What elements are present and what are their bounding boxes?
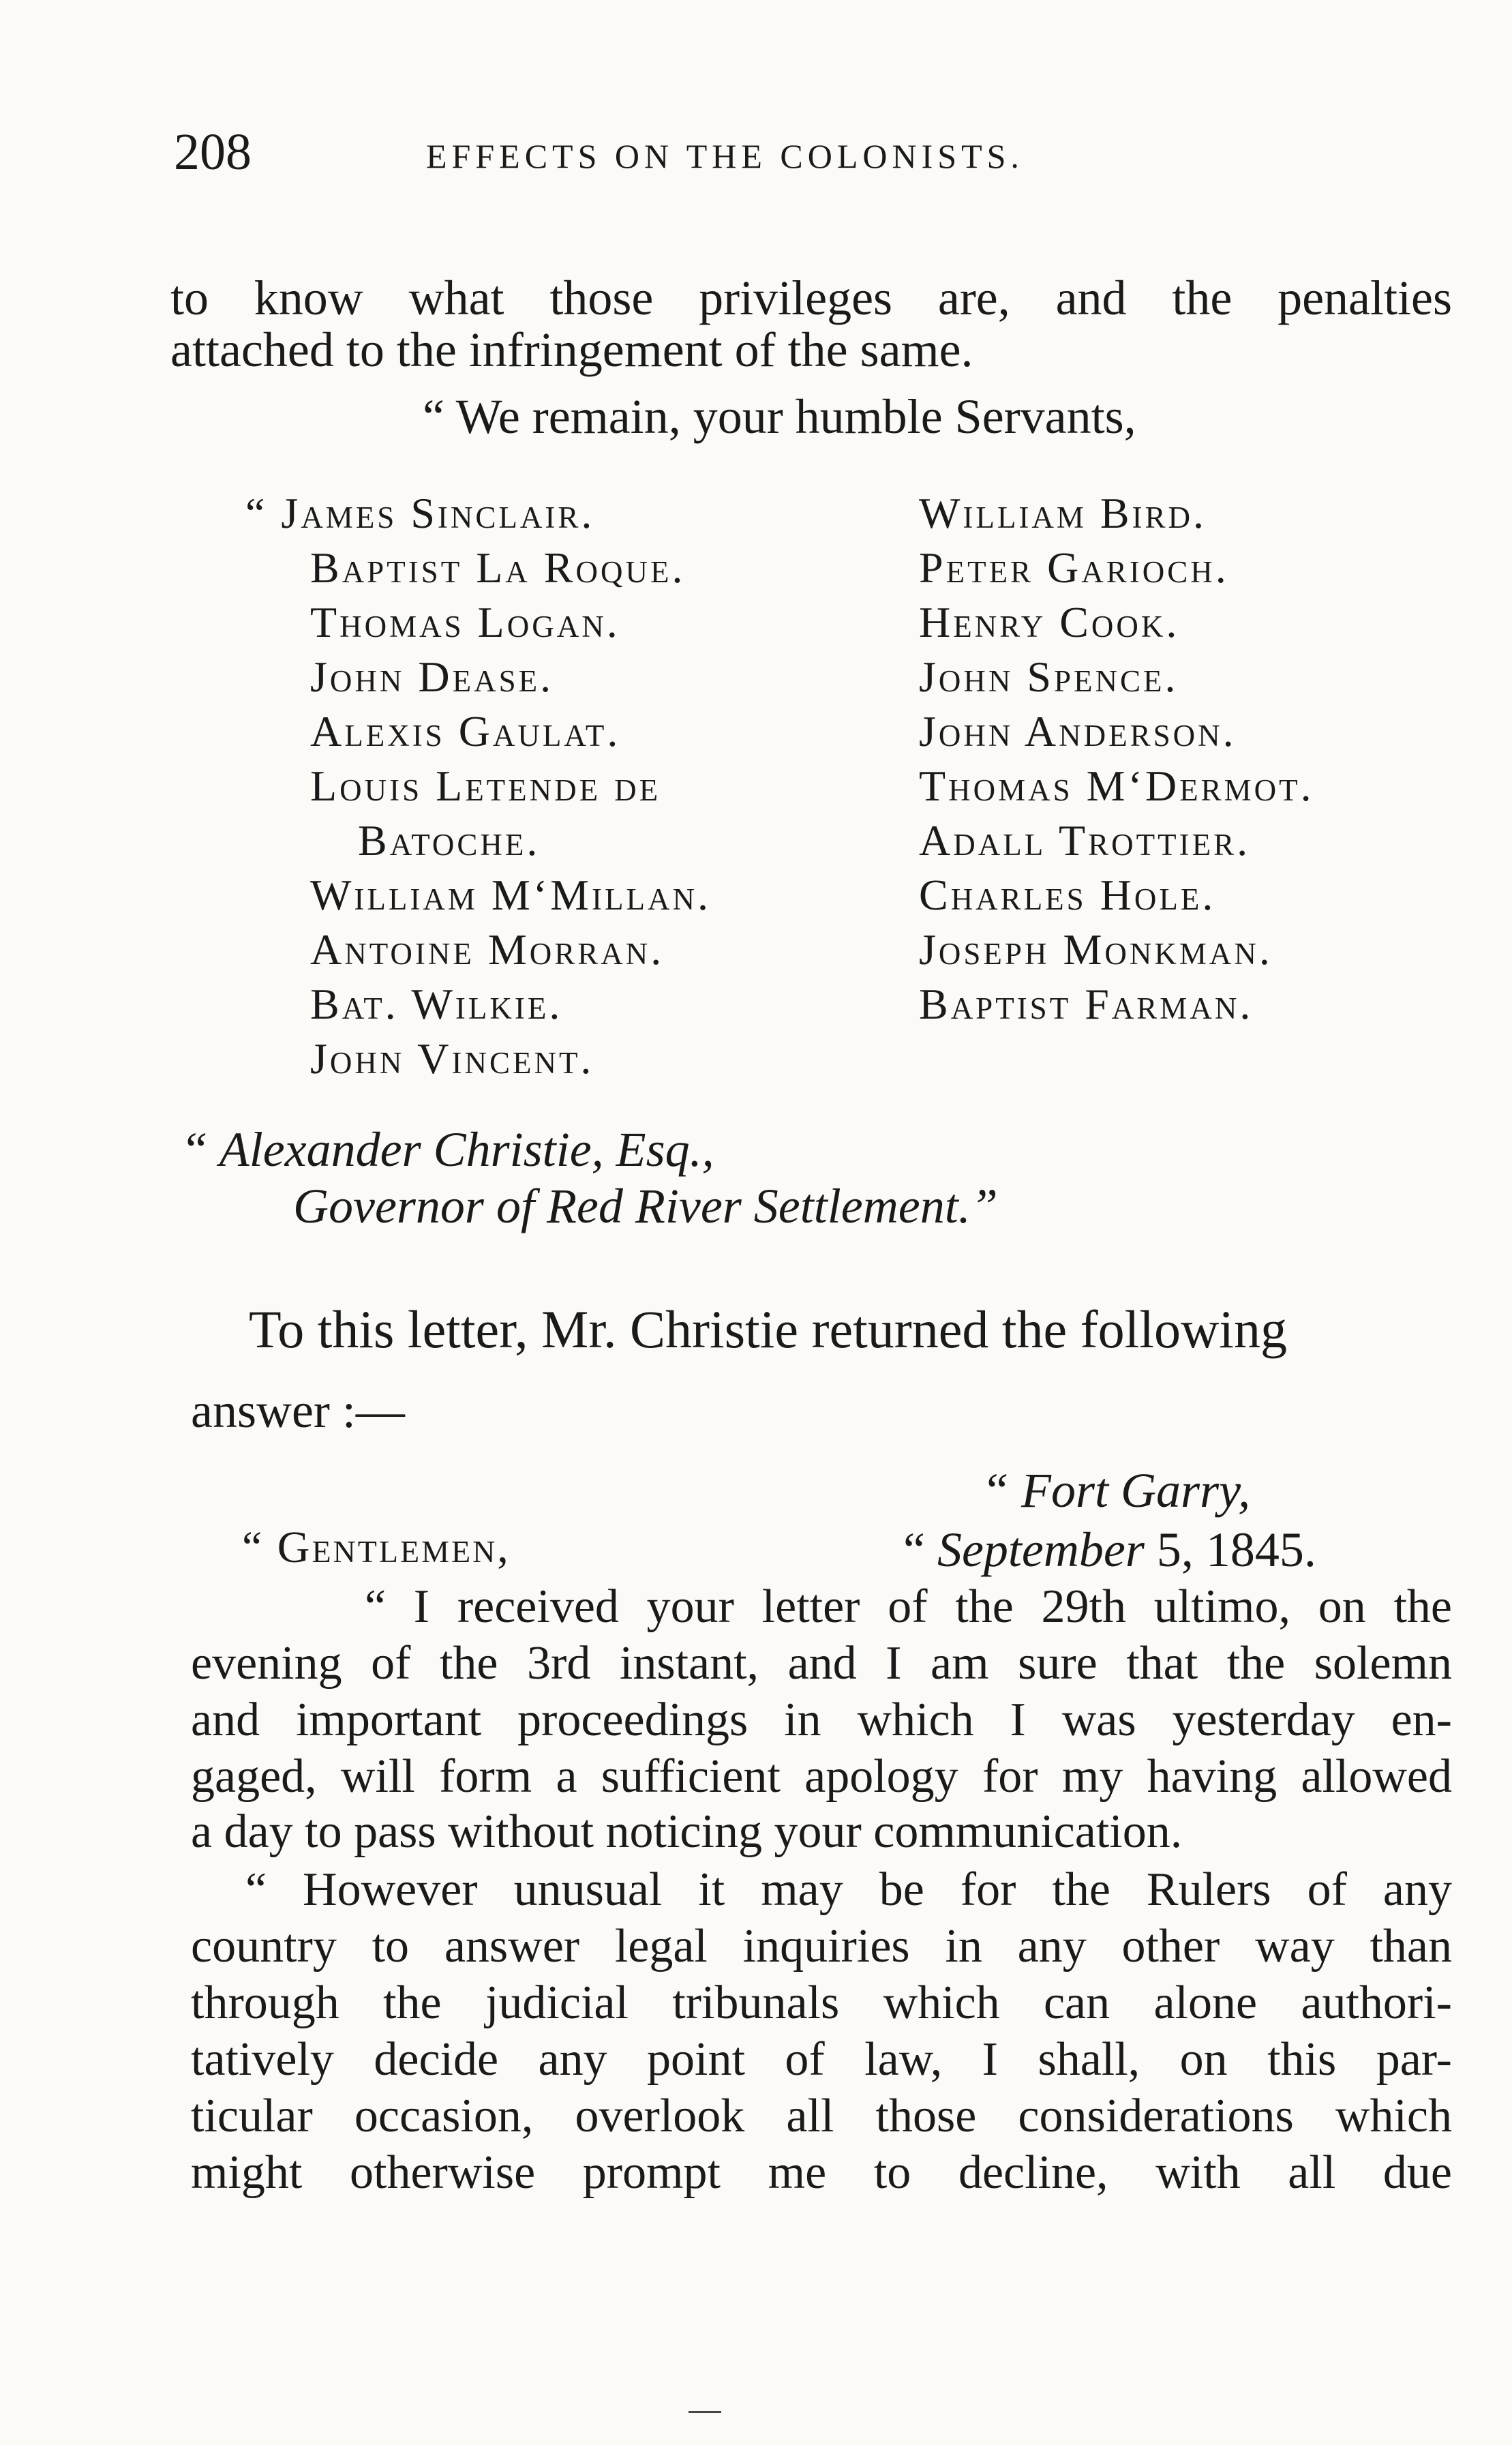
- signatory: “ James Sinclair.: [245, 489, 595, 537]
- reply-line: might otherwise prompt me to decline, with all due: [191, 2146, 1452, 2199]
- reply-line: gaged, will form a sufficient apology for my having allowed: [191, 1750, 1452, 1803]
- date-month: September: [937, 1522, 1145, 1577]
- running-head: EFFECTS ON THE COLONISTS.: [426, 137, 1024, 175]
- signatory: Bat. Wilkie.: [310, 980, 563, 1028]
- date-rest: 5, 1845.: [1156, 1522, 1316, 1577]
- signatory: Henry Cook.: [919, 598, 1180, 646]
- signatory: John Anderson.: [919, 707, 1237, 755]
- reply-line: ticular occasion, overlook all those considerations which: [191, 2090, 1452, 2142]
- signatory: John Spence.: [919, 652, 1179, 701]
- reply-line: “ I received your letter of the 29th ultimo, on the: [365, 1580, 1452, 1633]
- signatory: Thomas M‘Dermot.: [919, 762, 1314, 810]
- signatory: Alexis Gaulat.: [310, 707, 621, 755]
- intro-line: attached to the infringement of the same.: [170, 322, 973, 377]
- signatory: Adall Trottier.: [919, 816, 1251, 865]
- date-quote: “: [903, 1522, 925, 1577]
- addressee-name: “ Alexander Christie, Esq.,: [181, 1122, 714, 1177]
- signatory: Baptist La Roque.: [310, 543, 686, 592]
- narration-line: To this letter, Mr. Christie returned the following: [249, 1300, 1287, 1359]
- signatory: John Dease.: [310, 652, 554, 701]
- signatory: Batoche.: [358, 816, 541, 865]
- signatory: Louis Letende de: [310, 762, 661, 810]
- signatory: Joseph Monkman.: [919, 925, 1273, 974]
- reply-line: evening of the 3rd instant, and I am sure that the solemn: [191, 1637, 1452, 1690]
- signatory: John Vincent.: [310, 1034, 594, 1083]
- narration-line: answer :—: [191, 1383, 405, 1438]
- reply-line: a day to pass without noticing your communication.: [191, 1805, 1183, 1858]
- signatory: Peter Garioch.: [919, 543, 1229, 592]
- reply-line: country to answer legal inquiries in any other way than: [191, 1920, 1452, 1972]
- signatory: Baptist Farman.: [919, 980, 1254, 1028]
- reply-line: through the judicial tribunals which can alone authori-: [191, 1977, 1452, 2029]
- reply-date: [903, 1522, 1316, 1578]
- intro-line: to know what those privileges are, and the penalties: [170, 271, 1452, 325]
- reply-place: “ Fort Garry,: [982, 1463, 1251, 1518]
- reply-line: “ However unusual it may be for the Rulers of any: [245, 1863, 1452, 1916]
- signatory: Charles Hole.: [919, 871, 1216, 919]
- signatory: Antoine Morran.: [310, 925, 665, 974]
- reply-salutation: “ Gentlemen,: [242, 1522, 511, 1572]
- page-number: 208: [174, 123, 252, 181]
- addressee-title: Governor of Red River Settlement.”: [293, 1179, 998, 1233]
- reply-line: tatively decide any point of law, I shall, on this par-: [191, 2033, 1452, 2086]
- footer-mark: [689, 2411, 721, 2413]
- closing-line: “ We remain, your humble Servants,: [423, 389, 1136, 444]
- reply-line: and important proceedings in which I was yesterday en-: [191, 1694, 1452, 1746]
- signatory: William Bird.: [919, 489, 1207, 537]
- signatory: Thomas Logan.: [310, 598, 620, 646]
- signatory: William M‘Millan.: [310, 871, 711, 919]
